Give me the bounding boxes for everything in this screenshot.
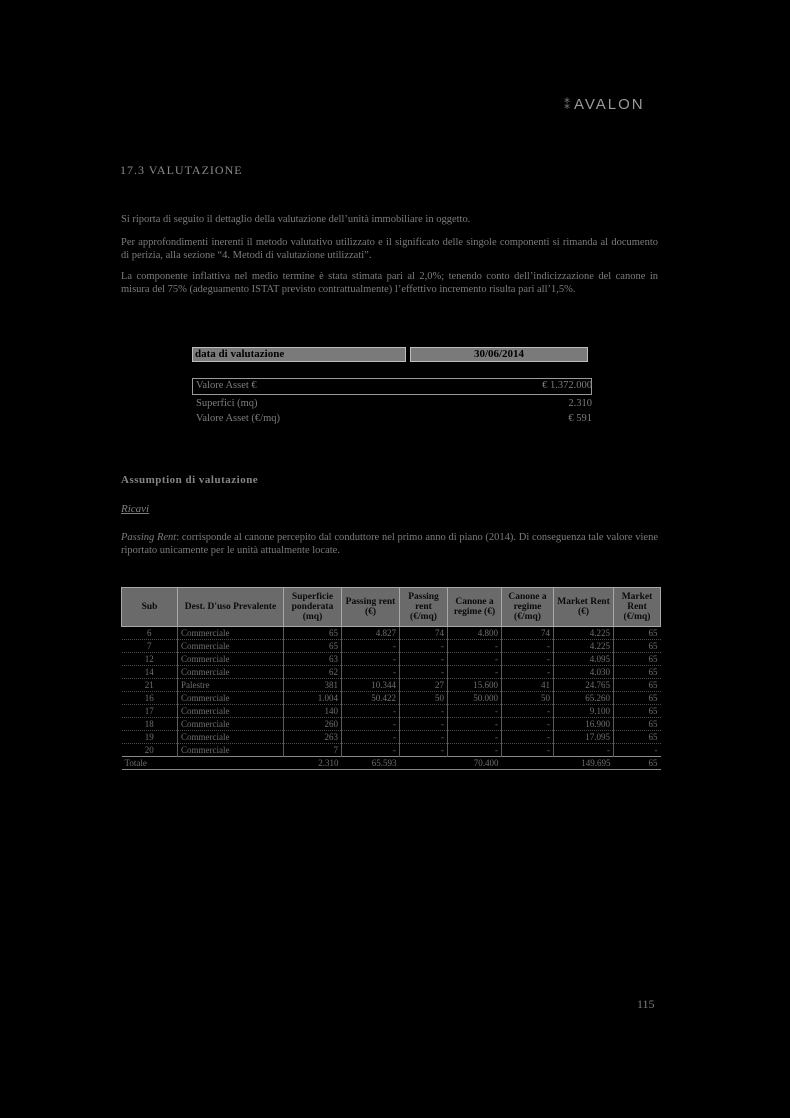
header-market-rent: Market Rent (€) xyxy=(554,588,614,627)
cell-market-rent: 4.225 xyxy=(554,640,614,653)
total-sub: Totale xyxy=(122,757,178,770)
section-title: 17.3 VALUTAZIONE xyxy=(120,163,243,177)
cell-market-rent: - xyxy=(554,744,614,757)
cell-superficie: 140 xyxy=(284,705,342,718)
header-dest: Dest. D'uso Prevalente xyxy=(178,588,284,627)
surface-row xyxy=(196,398,592,409)
cell-market-rent: 17.095 xyxy=(554,731,614,744)
cell-market-rent-mq: - xyxy=(614,744,661,757)
cell-canone: - xyxy=(448,640,502,653)
cell-passing-rent-mq: 74 xyxy=(400,627,448,640)
cell-canone-mq: 50 xyxy=(502,692,554,705)
header-passing-rent-mq: Passing rent (€/mq) xyxy=(400,588,448,627)
cell-passing-rent-mq: - xyxy=(400,718,448,731)
total-canone: 70.400 xyxy=(448,757,502,770)
total-passing-rent-mq xyxy=(400,757,448,770)
total-canone-mq xyxy=(502,757,554,770)
header-canone-mq: Canone a regime (€/mq) xyxy=(502,588,554,627)
cell-passing-rent: - xyxy=(342,653,400,666)
rent-table-header xyxy=(122,588,661,627)
cell-market-rent: 16.900 xyxy=(554,718,614,731)
cell-canone: 15.600 xyxy=(448,679,502,692)
cell-passing-rent: - xyxy=(342,731,400,744)
cell-superficie: 65 xyxy=(284,640,342,653)
cell-market-rent-mq: 65 xyxy=(614,679,661,692)
table-row xyxy=(122,744,661,757)
cell-passing-rent-mq: 27 xyxy=(400,679,448,692)
cell-dest: Commerciale xyxy=(178,731,284,744)
cell-superficie: 381 xyxy=(284,679,342,692)
rent-table xyxy=(121,587,661,770)
valuation-date-header xyxy=(192,347,589,360)
cell-sub: 21 xyxy=(122,679,178,692)
cell-market-rent: 4.095 xyxy=(554,653,614,666)
cell-superficie: 7 xyxy=(284,744,342,757)
table-row xyxy=(122,679,661,692)
table-row xyxy=(122,731,661,744)
cell-canone-mq: - xyxy=(502,744,554,757)
table-row xyxy=(122,640,661,653)
cell-canone: - xyxy=(448,705,502,718)
cell-canone: - xyxy=(448,718,502,731)
cell-passing-rent: 10.344 xyxy=(342,679,400,692)
cell-canone-mq: - xyxy=(502,705,554,718)
asset-value-per-mq-amount: € 591 xyxy=(568,413,592,424)
cell-sub: 20 xyxy=(122,744,178,757)
total-market-rent: 149.695 xyxy=(554,757,614,770)
cell-superficie: 260 xyxy=(284,718,342,731)
surface-amount: 2.310 xyxy=(568,398,592,409)
cell-superficie: 263 xyxy=(284,731,342,744)
page-number: 115 xyxy=(637,997,655,1011)
intro-paragraph: Si riporta di seguito il dettaglio della valutazione dell’unità immobiliare in oggetto. xyxy=(121,214,471,225)
cell-dest: Commerciale xyxy=(178,718,284,731)
cell-market-rent-mq: 65 xyxy=(614,640,661,653)
logo-text: AVALON xyxy=(574,96,645,113)
cell-dest: Palestre xyxy=(178,679,284,692)
cell-market-rent-mq: 65 xyxy=(614,692,661,705)
cell-market-rent: 4.030 xyxy=(554,666,614,679)
cell-sub: 19 xyxy=(122,731,178,744)
cell-dest: Commerciale xyxy=(178,705,284,718)
valuation-date-label: data di valutazione xyxy=(192,347,406,362)
cell-sub: 12 xyxy=(122,653,178,666)
cell-market-rent-mq: 65 xyxy=(614,666,661,679)
cell-dest: Commerciale xyxy=(178,640,284,653)
cell-dest: Commerciale xyxy=(178,666,284,679)
cell-canone: - xyxy=(448,731,502,744)
passing-rent-term: Passing Rent xyxy=(121,532,177,543)
cell-canone-mq: - xyxy=(502,731,554,744)
cell-superficie: 1.004 xyxy=(284,692,342,705)
logo-mark-icon: ⁑ xyxy=(564,98,572,112)
cell-sub: 16 xyxy=(122,692,178,705)
cell-passing-rent: 50.422 xyxy=(342,692,400,705)
cell-passing-rent-mq: - xyxy=(400,653,448,666)
asset-value-label: Valore Asset € xyxy=(196,380,257,391)
table-row xyxy=(122,692,661,705)
passing-rent-paragraph xyxy=(121,532,658,557)
cell-passing-rent: 4.827 xyxy=(342,627,400,640)
cell-sub: 6 xyxy=(122,627,178,640)
asset-value-per-mq-label: Valore Asset (€/mq) xyxy=(196,413,280,424)
cell-market-rent: 4.225 xyxy=(554,627,614,640)
header-canone: Canone a regime (€) xyxy=(448,588,502,627)
cell-market-rent: 24.765 xyxy=(554,679,614,692)
cell-passing-rent-mq: - xyxy=(400,731,448,744)
total-row xyxy=(122,757,661,770)
cell-dest: Commerciale xyxy=(178,653,284,666)
table-row xyxy=(122,705,661,718)
cell-canone-mq: 74 xyxy=(502,627,554,640)
cell-market-rent-mq: 65 xyxy=(614,705,661,718)
cell-market-rent-mq: 65 xyxy=(614,731,661,744)
cell-canone: - xyxy=(448,653,502,666)
total-passing-rent: 65.593 xyxy=(342,757,400,770)
passing-rent-text: : corrisponde al canone percepito dal conduttore nel primo anno di piano (2014). Di conseguenza tale valore viene riportato unicamente per le unità attualmente locate. xyxy=(121,532,658,556)
cell-canone-mq: - xyxy=(502,718,554,731)
cell-superficie: 65 xyxy=(284,627,342,640)
cell-passing-rent-mq: - xyxy=(400,705,448,718)
header-passing-rent: Passing rent (€) xyxy=(342,588,400,627)
cell-superficie: 62 xyxy=(284,666,342,679)
cell-market-rent: 65.260 xyxy=(554,692,614,705)
cell-superficie: 63 xyxy=(284,653,342,666)
total-dest xyxy=(178,757,284,770)
cell-passing-rent: - xyxy=(342,705,400,718)
assumptions-title: Assumption di valutazione xyxy=(121,474,259,486)
cell-passing-rent: - xyxy=(342,666,400,679)
asset-value-amount: € 1.372.000 xyxy=(542,380,592,391)
cell-sub: 14 xyxy=(122,666,178,679)
surface-label: Superfici (mq) xyxy=(196,398,258,409)
cell-sub: 18 xyxy=(122,718,178,731)
header-market-rent-mq: Market Rent (€/mq) xyxy=(614,588,661,627)
cell-canone-mq: - xyxy=(502,666,554,679)
method-paragraph: Per approfondimenti inerenti il metodo valutativo utilizzato e il significato delle singole componenti si rimanda al documento di perizia, alla sezione “4. Metodi di valutazione utilizzati”. xyxy=(121,237,658,261)
total-market-rent-mq: 65 xyxy=(614,757,661,770)
asset-value-per-mq-row xyxy=(196,413,592,424)
cell-market-rent-mq: 65 xyxy=(614,653,661,666)
cell-passing-rent-mq: - xyxy=(400,666,448,679)
cell-canone-mq: - xyxy=(502,640,554,653)
cell-passing-rent: - xyxy=(342,640,400,653)
ricavi-subtitle: Ricavi xyxy=(121,503,150,515)
cell-passing-rent-mq: - xyxy=(400,640,448,653)
cell-dest: Commerciale xyxy=(178,627,284,640)
table-row xyxy=(122,653,661,666)
cell-dest: Commerciale xyxy=(178,692,284,705)
cell-canone: - xyxy=(448,666,502,679)
table-row xyxy=(122,718,661,731)
cell-canone: 4.800 xyxy=(448,627,502,640)
cell-market-rent: 9.100 xyxy=(554,705,614,718)
table-row xyxy=(122,666,661,679)
cell-dest: Commerciale xyxy=(178,744,284,757)
cell-passing-rent: - xyxy=(342,718,400,731)
cell-canone: 50.000 xyxy=(448,692,502,705)
cell-sub: 17 xyxy=(122,705,178,718)
total-superficie: 2.310 xyxy=(284,757,342,770)
avalon-logo xyxy=(564,96,645,113)
cell-market-rent-mq: 65 xyxy=(614,627,661,640)
inflation-paragraph: La componente inflattiva nel medio termine è stata stimata pari al 2,0%; tenendo conto dell’indicizzazione del canone in misura del 75% (adeguamento ISTAT previsto contrattualmente) l’effettivo incremento risulta pari all’1,5%. xyxy=(121,271,658,295)
cell-passing-rent-mq: - xyxy=(400,744,448,757)
cell-sub: 7 xyxy=(122,640,178,653)
cell-passing-rent-mq: 50 xyxy=(400,692,448,705)
cell-canone-mq: 41 xyxy=(502,679,554,692)
header-sub: Sub xyxy=(122,588,178,627)
cell-canone: - xyxy=(448,744,502,757)
cell-canone-mq: - xyxy=(502,653,554,666)
asset-value-row xyxy=(196,380,592,391)
valuation-date-value: 30/06/2014 xyxy=(410,347,588,362)
table-row xyxy=(122,627,661,640)
header-superficie: Superficie ponderata (mq) xyxy=(284,588,342,627)
cell-passing-rent: - xyxy=(342,744,400,757)
cell-market-rent-mq: 65 xyxy=(614,718,661,731)
